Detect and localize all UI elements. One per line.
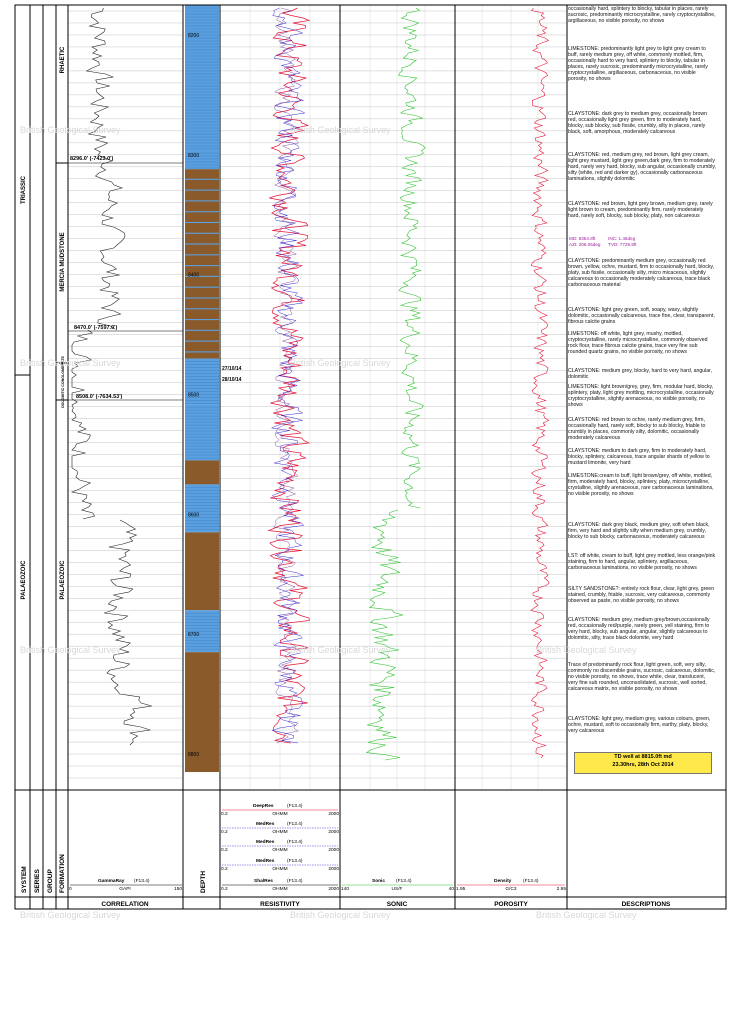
density-code: (F13.4) bbox=[523, 879, 539, 884]
watermark-text: British Geological Survey bbox=[20, 910, 121, 920]
grid-lines bbox=[68, 5, 567, 790]
lithology-description: LIMESTONE:cream to buff, light brown/grey, off white, mottled, firm, moderately hard, blocky, splintery, platy, microcrystalline, crystalline, slightly arenaceous, rare carbonaceous laminations, no visible porosity, no shows bbox=[568, 473, 714, 498]
lithology-interbed bbox=[185, 308, 219, 309]
depth-mark: 8200 bbox=[188, 32, 200, 39]
lithology-interbed bbox=[185, 330, 219, 331]
sonic-code: (F13.4) bbox=[396, 879, 412, 884]
medres1-unit: OHMM bbox=[272, 830, 288, 835]
lithology-description: CLAYSTONE: predominantly medium grey, occasionally red brown, yellow, ochre, mustard, firm to occasionally hard, blocky, platy, sub fissile, occasionally silty, micro micaceous, slightly calcareous to occasionally moderately calcareous, trace black carbonaceous material bbox=[568, 258, 715, 289]
depth-mark: 8400 bbox=[188, 272, 200, 279]
lithology-description: LIMESTONE: light brown/grey, grey, firm, modular hard, blocky, splintery, platy, light grey mottling, microcrystalline, occasionally cryptocrystalline, slightly arenaceous, no visible porosity, no shows bbox=[568, 384, 714, 409]
watermark-text: British Geological Survey bbox=[290, 645, 391, 655]
header-porosity: POROSITY bbox=[494, 901, 528, 908]
lithology-description: CLAYSTONE: dark grey to medium grey, occasionally brown red, occasionally light grey green, firm to moderately hard, blocky, sub blocky, sub fissile, crumbly, silty in places, rarely black, soft, amorphous, moderately calcareous bbox=[568, 111, 707, 136]
gamma-unit: GAPI bbox=[119, 887, 131, 892]
sonic-max: 40 bbox=[448, 887, 454, 892]
watermark-text: British Geological Survey bbox=[20, 358, 121, 368]
sonic-min: 140 bbox=[341, 887, 350, 892]
td-line-1: TD well at 8815.0ft md bbox=[614, 754, 672, 760]
top-label: 8470.0' (-7597.0') bbox=[74, 325, 118, 331]
survey-md: MD: 8354.8ft bbox=[569, 236, 596, 241]
lithology-description: CLAYSTONE: medium to dark grey, firm to moderately hard, blocky, splintery, calcareous, trace angular shards of yellow to mustard limonite, very hard bbox=[568, 448, 710, 467]
lithology-description: LIMESTONE: predominantly light grey to light grey cream to buff, rarely medium grey, off white, commonly mottled, firm, occasionally hard to very hard, splintery to blocky, tabular in places, rarely sucrosic, predominantly microcrystalline, rarely cryptocrystalline, argillaceous, carbonaceous, no visible porosity, no shows bbox=[568, 46, 708, 83]
medres3-max: 2000 bbox=[328, 867, 339, 872]
lithology-description: CLAYSTONE: red, medium grey, red brown, light grey cream, light grey mustard, light grey green,dark grey, firm to moderately hard, rarely very hard, blocky, sub angular, occasionally crumbly, silty (white, red and darker gy), occasionally carbonaceous laminations, slightly dolomitic bbox=[568, 152, 717, 183]
date-label: 27/10/14 bbox=[222, 366, 242, 372]
gamma-min: 0 bbox=[69, 887, 72, 892]
gamma-ray-curve bbox=[87, 8, 125, 329]
sonic-name: Sonic bbox=[372, 879, 386, 884]
lithology-interbed bbox=[185, 254, 219, 255]
lithology-description: CLAYSTONE: red brown to ochre, rarely medium grey, firm, occasionally hard, rarely soft, blocky to sub blocky, friable to crumbly in places, commonly silty, dolomitic, occasionally moderately calcareous bbox=[568, 417, 706, 442]
depth-mark: 8800 bbox=[188, 752, 200, 759]
sonic-unit: US/F bbox=[391, 887, 403, 892]
deepres-max: 2000 bbox=[328, 812, 339, 817]
watermark-text: British Geological Survey bbox=[290, 125, 391, 135]
lithology-interbed bbox=[185, 243, 219, 244]
lithology-description: CLAYSTONE: medium grey, medium grey/brown,occasionally red, occasionally red/purple, rarely green, yell staining, firm to very hard, blocky, sub angular, angular, slightly calcareous to dolomitic, silty, trace black dolomite, very hard bbox=[568, 617, 710, 642]
lithology-description: CLAYSTONE: medium grey, blocky, hard to very hard, angular, dolomitic bbox=[568, 368, 713, 381]
shalres-name: ShalRes bbox=[254, 879, 273, 884]
lithology-column bbox=[185, 5, 219, 772]
medres3-name: MedRes bbox=[256, 859, 275, 864]
date-label: 28/10/14 bbox=[222, 377, 242, 383]
medres1-code: (F13.4) bbox=[287, 822, 303, 827]
header-series: SERIES bbox=[34, 869, 41, 893]
survey-azi: AZI: 206.05deg bbox=[569, 242, 601, 247]
shalres-code: (F13.4) bbox=[287, 879, 303, 884]
shalres-max: 2000 bbox=[328, 887, 339, 892]
lithology-claystone bbox=[185, 532, 219, 610]
header-system: SYSTEM bbox=[21, 866, 28, 893]
lithology-interbed bbox=[185, 222, 219, 223]
watermark-text: British Geological Survey bbox=[20, 125, 121, 135]
shalres-min: 0.2 bbox=[221, 887, 228, 892]
medres3-unit: OHMM bbox=[272, 867, 288, 872]
header-sonic: SONIC bbox=[386, 901, 408, 908]
td-box bbox=[574, 752, 712, 774]
lithology-interbed bbox=[185, 341, 219, 342]
lithology-description: LST: off white, cream to buff, light grey mottled, less orange/pink staining, firm to hard, angular, splintery, argillaceous, carbonaceous laminations, no visible porosity, no shows bbox=[568, 553, 716, 572]
watermark-text: British Geological Survey bbox=[536, 910, 637, 920]
lithology-interbed bbox=[185, 265, 219, 266]
survey-info bbox=[569, 236, 709, 248]
header-depth: DEPTH bbox=[200, 870, 207, 893]
medres2-unit: OHMM bbox=[272, 848, 288, 853]
lithology-limestone bbox=[185, 5, 219, 150]
scale-headers bbox=[69, 803, 566, 892]
sonic-curve bbox=[367, 510, 403, 760]
lithology-description: CLAYSTONE: red brown, light grey brown, medium grey, rarely light brown to cream, predominantly firm, rarely moderately hard, rarely soft, blocky, sub blocky, platy, non calcareous bbox=[568, 201, 713, 220]
gamma-name: GammaRay bbox=[98, 879, 125, 884]
density-unit: G/C3 bbox=[505, 887, 517, 892]
lithology-interbed bbox=[185, 179, 219, 180]
watermark-text: British Geological Survey bbox=[290, 358, 391, 368]
deepres-min: 0.2 bbox=[221, 812, 228, 817]
shalres-unit: OHMM bbox=[272, 887, 288, 892]
depth-mark: 8700 bbox=[188, 632, 200, 639]
depth-mark: 8500 bbox=[188, 392, 200, 399]
gamma-code: (F13.4) bbox=[134, 879, 150, 884]
lithology-interbed bbox=[185, 190, 219, 191]
medres1-min: 0.2 bbox=[221, 830, 228, 835]
lithology-description: occasionally hard, splintery to blocky, tabular in places, rarely sucrosic, predominantly microcrystalline, rarely cryptocrystalline, argillaceous, no visible porosity, no shows bbox=[568, 6, 716, 25]
header-descriptions: DESCRIPTIONS bbox=[621, 901, 671, 908]
medium-resistivity-curve bbox=[272, 8, 305, 743]
formation-palaeozoic-label: PALAEOZOIC bbox=[60, 560, 66, 600]
medres1-name: MedRes bbox=[256, 822, 275, 827]
lithology-interbed bbox=[185, 200, 219, 201]
medres1-max: 2000 bbox=[328, 830, 339, 835]
lithology-interbed bbox=[185, 233, 219, 234]
depth-mark: 8600 bbox=[188, 512, 200, 519]
medres2-max: 2000 bbox=[328, 848, 339, 853]
deepres-code: (F13.4) bbox=[287, 804, 303, 809]
top-label: 8508.0' (-7634.53') bbox=[76, 394, 123, 400]
system-palaeozoic-label: PALAEOZOIC bbox=[21, 560, 27, 600]
header-formation: FORMATION bbox=[59, 854, 66, 893]
top-label: 8296.0' (-7423.0') bbox=[70, 156, 114, 162]
formation-mercia-label: MERCIA MUDSTONE bbox=[60, 232, 66, 292]
density-min: 1.95 bbox=[456, 887, 466, 892]
lithology-claystone bbox=[185, 460, 219, 484]
lithology-description: SILTY SANDSTONE?: entirely rock flour, clear, light grey, green stained, crumbly, friable, sucrosic, very calcareous, commonly observed as paste, no visible porosity, no shows bbox=[568, 586, 715, 605]
depth-mark: 8300 bbox=[188, 152, 200, 159]
header-resistivity: RESISTIVITY bbox=[260, 901, 300, 908]
lithology-description: Trace of predominantly rock flour, light green, soft, very silty, commonly no discernible grains, sucrosic, calcareous, dolomitic, no visible porosity, no shows, trace white, clear, translucent, very fine sub rounded, unconsolidated, sucrosic, well sorted, calcareous matrix, no visible porosity, no shows bbox=[568, 662, 716, 693]
medres2-name: MedRes bbox=[256, 840, 275, 845]
medres2-min: 0.2 bbox=[221, 848, 228, 853]
lithology-interbed bbox=[185, 287, 219, 288]
lithology-interbed bbox=[185, 319, 219, 320]
lithology-interbed bbox=[185, 211, 219, 212]
lithology-description: LIMESTONE: off white, light grey, mushy, mottled, cryptocrystalline, rarely microcrystalline, commonly observed rock flour, trace fibrous calcite grains, trace very fine sub rounded quartz grains, no visible porosity, no shows bbox=[568, 331, 708, 356]
density-max: 2.95 bbox=[556, 887, 566, 892]
medres3-min: 0.2 bbox=[221, 867, 228, 872]
watermark-text: British Geological Survey bbox=[20, 645, 121, 655]
survey-tvd: TVD: 7725.8ft bbox=[608, 242, 637, 247]
watermark-text: British Geological Survey bbox=[536, 645, 637, 655]
deepres-unit: OHMM bbox=[272, 812, 288, 817]
formation-rhaetic-label: RHAETIC bbox=[60, 46, 66, 74]
system-triassic-label: TRIASSIC bbox=[21, 175, 27, 205]
gamma-ray-curve bbox=[104, 520, 152, 745]
header-correlation: CORRELATION bbox=[101, 901, 149, 908]
header-group: GROUP bbox=[47, 869, 54, 893]
medres2-code: (F13.4) bbox=[287, 840, 303, 845]
lithology-description: CLAYSTONE: dark grey black, medium grey, soft when black, firm, very hard and slightly silty when medium grey, crumbly, blocky to sub blocky, carbonaceous, moderately calcareous bbox=[568, 522, 710, 541]
deepres-name: DeepRes bbox=[253, 804, 274, 809]
lithology-description: CLAYSTONE: light grey green, soft, soapy, waxy, slightly dolomitic, occasionally calcareous, trace fine, clear, transparent, fibrous calcite grains bbox=[568, 307, 715, 326]
date-labels bbox=[222, 366, 242, 383]
survey-inc: INC: 1.46deg bbox=[608, 236, 636, 241]
gamma-max: 150 bbox=[173, 887, 182, 892]
density-name: Density bbox=[494, 879, 512, 884]
lithology-interbed bbox=[185, 351, 219, 352]
lithology-description: CLAYSTONE: light grey, medium grey, various colours, green, ochre, mustard, soft to occasionally firm, earthy, platy, blocky, very calcareous bbox=[568, 716, 711, 735]
td-line-2: 23.30hrs, 28th Oct 2014 bbox=[612, 762, 674, 768]
watermark-text: British Geological Survey bbox=[290, 910, 391, 920]
formation-dolomitic-label: DOLOMITIC CONGLOMERATE bbox=[61, 356, 65, 408]
medres3-code: (F13.4) bbox=[287, 859, 303, 864]
lithology-interbed bbox=[185, 297, 219, 298]
